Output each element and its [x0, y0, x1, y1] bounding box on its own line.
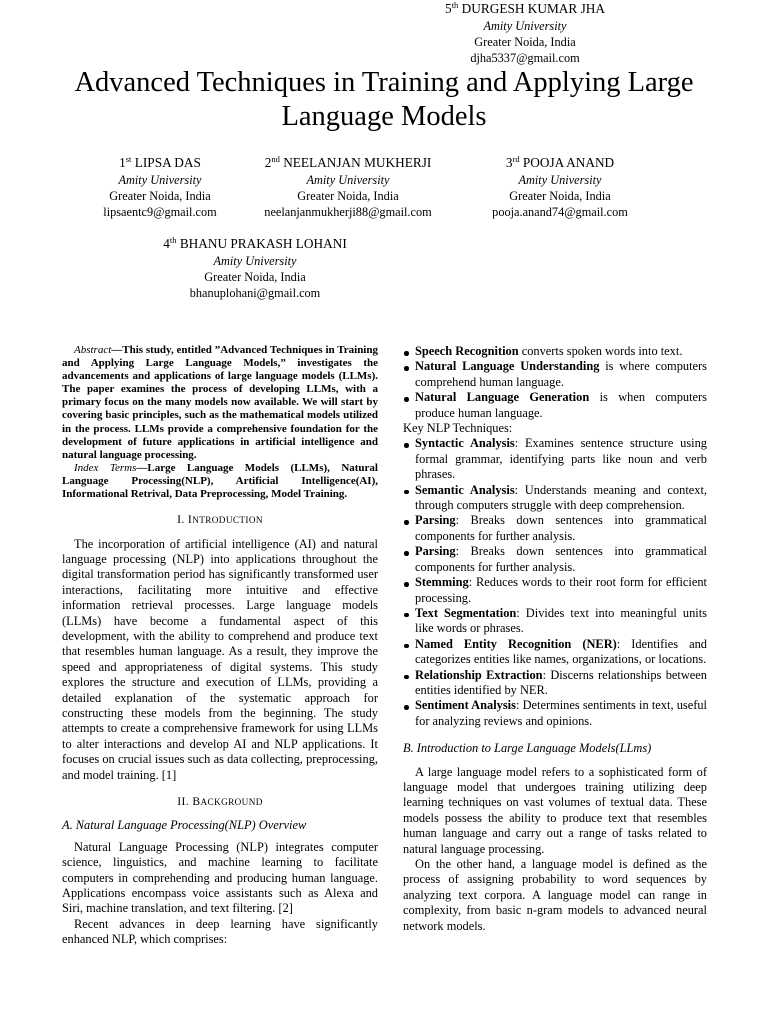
- author-email: djha5337@gmail.com: [470, 51, 580, 65]
- list-item: Parsing: Breaks down sentences into grammatical components for further analysis.: [403, 544, 707, 575]
- author-3: [460, 154, 660, 220]
- author-location: Greater Noida, India: [204, 270, 306, 284]
- author-1: [70, 154, 250, 220]
- author-name: 5th DURGESH KUMAR JHA: [445, 0, 605, 16]
- author-affiliation: Amity University: [213, 254, 297, 268]
- subsection-heading-nlp: A. Natural Language Processing(NLP) Overview: [62, 818, 307, 833]
- index-terms: Index Terms—Large Language Models (LLMs), Natural Language Processing(NLP), Artificial Intelligence(AI), Informational Retrival, Data Preprocessing, Model Training.: [62, 461, 378, 501]
- section-heading-introduction: I. INTRODUCTION: [177, 513, 263, 527]
- author-4: [140, 235, 370, 301]
- list-item: Stemming: Reduces words to their root form for efficient processing.: [403, 575, 707, 606]
- author-email: neelanjanmukherji88@gmail.com: [264, 205, 432, 219]
- llm-paragraph-1: A large language model refers to a sophisticated form of language model that undergoes training utilizing deep learning techniques on vast volumes of textual data. These models possess the ability to produce text that resembles human language and carry out a range of tasks related to natural language processing.: [403, 764, 707, 856]
- author-location: Greater Noida, India: [109, 189, 211, 203]
- key-techniques-label: Key NLP Techniques:: [403, 421, 513, 436]
- intro-paragraph: The incorporation of artificial intelligence (AI) and natural language processing (NLP) into applications throughout the digital transformation period has significantly transformed user interactions, facilitating more intuitive and effective information retrieval processes. Large language models (LLMs) have become a fundamental aspect of this development, with the ability to comprehend and produce text that resembles human language. As a result, they improve the speed and appropriateness of digital systems. This study explores the structure and execution of LLMs, providing a detailed explanation of the systematic approach for constructing these models from the beginning. The study attempts to create a comprehensive framework for using LLMs to alter interactions and develop AI and NLP applications. It focuses on crucial issues such as data collecting, preprocessing, and model training. [1]: [62, 536, 378, 782]
- list-item: Text Segmentation: Divides text into meaningful units like words or phrases.: [403, 606, 707, 637]
- nlp-components-list: [403, 344, 707, 421]
- list-item: Named Entity Recognition (NER): Identifies and categorizes entities like names, organizations, or locations.: [403, 637, 707, 668]
- author-2: [244, 154, 452, 220]
- key-techniques-list: [403, 436, 707, 729]
- author-name: 3rd POOJA ANAND: [505, 154, 615, 170]
- author-location: Greater Noida, India: [509, 189, 611, 203]
- llm-paragraph-2: On the other hand, a language model is defined as the process of assigning probability to word sequences by analyzing text corpora. A language model can range in complexity, from basic n-gram models to advanced neural network models.: [403, 857, 707, 933]
- paper-title: Advanced Techniques in Training and Applying Large Language Models: [74, 67, 694, 132]
- nlp-paragraph-1: Natural Language Processing (NLP) integrates computer science, linguistics, and machine learning to facilitate computers in comprehending and producing human language. Applications encompass voice assistants such as Alexa and Siri, machine translation, and text filtering. [2]: [62, 839, 378, 916]
- list-item: Semantic Analysis: Understands meaning and context, through computers struggle with deep comprehension.: [403, 483, 707, 514]
- author-name: 4th BHANU PRAKASH LOHANI: [163, 235, 347, 251]
- author-location: Greater Noida, India: [474, 35, 576, 49]
- author-affiliation: Amity University: [306, 173, 390, 187]
- author-location: Greater Noida, India: [297, 189, 399, 203]
- list-item: Natural Language Generation is when computers produce human language.: [403, 390, 707, 421]
- list-item: Parsing: Breaks down sentences into grammatical components for further analysis.: [403, 513, 707, 544]
- right-column: [403, 344, 707, 934]
- author-affiliation: Amity University: [518, 173, 602, 187]
- nlp-paragraph-2: Recent advances in deep learning have significantly enhanced NLP, which comprises:: [62, 916, 378, 947]
- list-item: Speech Recognition converts spoken words into text.: [403, 344, 707, 359]
- author-email: lipsaentc9@gmail.com: [103, 205, 217, 219]
- author-email: pooja.anand74@gmail.com: [492, 205, 628, 219]
- author-affiliation: Amity University: [483, 19, 567, 33]
- list-item: Relationship Extraction: Discerns relationships between entities identified by NER.: [403, 668, 707, 699]
- section-heading-background: II. BACKGROUND: [177, 795, 263, 809]
- author-name: 1st LIPSA DAS: [119, 154, 201, 170]
- author-name: 2nd NEELANJAN MUKHERJI: [264, 154, 432, 170]
- author-5: [420, 0, 630, 66]
- list-item: Sentiment Analysis: Determines sentiments in text, useful for analyzing reviews and opinions.: [403, 698, 707, 729]
- abstract: Abstract—This study, entitled ”Advanced Techniques in Training and Applying Large Language Models,” investigates the advancements and applications of large language models (LLMs). The paper examines the process of developing LLMs, with a primary focus on the many models now available. We will start by covering basic principles, such as the mathematical models utilized in the process. LLMs provide a comprehensive foundation for the development of future applications in artificial intelligence and natural language processing.: [62, 344, 378, 461]
- author-affiliation: Amity University: [118, 173, 202, 187]
- list-item: Natural Language Understanding is where computers comprehend human language.: [403, 359, 707, 390]
- author-email: bhanuplohani@gmail.com: [189, 286, 321, 300]
- left-column: [62, 344, 378, 948]
- list-item: Syntactic Analysis: Examines sentence structure using formal grammar, identifying parts like noun and verb phrases.: [403, 436, 707, 482]
- subsection-heading-llms: B. Introduction to Large Language Models(LLms): [403, 741, 652, 756]
